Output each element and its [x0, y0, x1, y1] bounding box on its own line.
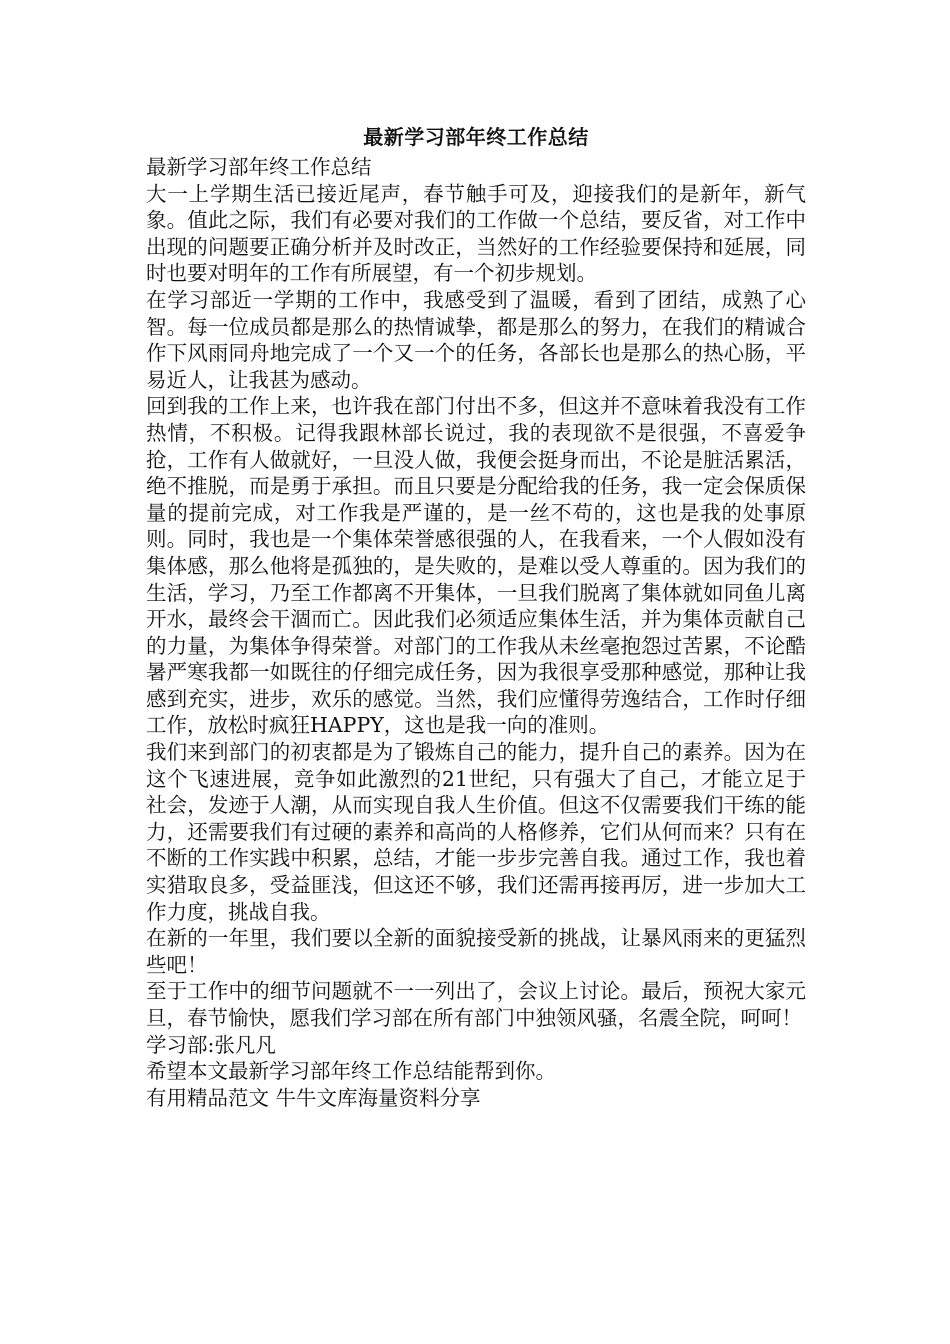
document-body — [146, 154, 806, 1111]
closing-note: 希望本文最新学习部年终工作总结能帮到你。 — [146, 1059, 556, 1084]
paragraph-6: 至于工作中的细节问题就不一一列出了，会议上讨论。最后，预祝大家元旦，春节愉快，愿我们学习部在所有部门中独领风骚，名震全院，呵呵！ — [146, 979, 806, 1030]
document-subtitle: 最新学习部年终工作总结 — [146, 155, 372, 179]
document-title: 最新学习部年终工作总结 — [363, 125, 589, 149]
paragraph-4: 我们来到部门的初衷都是为了锻炼自己的能力，提升自己的素养。因为在这个飞速进展，竞争如此激烈的21世纪，只有强大了自己，才能立足于社会，发迹于人潮，从而实现自我人生价值。但这不仅需要我们干练的能力，还需要我们有过硬的素养和高尚的人格修养，它们从何而来？只有在不断的工作实践中积累，总结，才能一步步完善自我。通过工作，我也着实猎取良多，受益匪浅，但这还不够，我们还需再接再厉，进一步加大工作力度，挑战自我。 — [146, 740, 806, 924]
paragraph-5: 在新的一年里，我们要以全新的面貌接受新的挑战，让暴风雨来的更猛烈些吧！ — [146, 926, 806, 977]
paragraph-1: 大一上学期生活已接近尾声，春节触手可及，迎接我们的是新年，新气象。值此之际，我们有必要对我们的工作做一个总结，要反省，对工作中出现的问题要正确分析并及时改正，当然好的工作经验要保持和延展，同时也要对明年的工作有所展望，有一个初步规划。 — [146, 181, 806, 286]
footer-note: 有用精品范文 牛牛文库海量资料分享 — [146, 1085, 481, 1110]
paragraph-2: 在学习部近一学期的工作中，我感受到了温暖，看到了团结，成熟了心智。每一位成员都是那么的热情诚挚，都是那么的努力，在我们的精诚合作下风雨同舟地完成了一个又一个的任务，各部长也是那么的热心肠，平易近人，让我甚为感动。 — [146, 287, 806, 392]
paragraph-3: 回到我的工作上来，也许我在部门付出不多，但这并不意味着我没有工作热情，不积极。记得我跟林部长说过，我的表现欲不是很强，不喜爱争抢，工作有人做就好，一旦没人做，我便会挺身而出，不论是脏活累活，绝不推脱，而是勇于承担。而且只要是分配给我的任务，我一定会保质保量的提前完成，对工作我是严谨的，是一丝不苟的，这也是我的处事原则。同时，我也是一个集体荣誉感很强的人，在我看来，一个人假如没有集体感，那么他将是孤独的，是失败的，是难以受人尊重的。因为我们的生活，学习，乃至工作都离不开集体，一旦我们脱离了集体就如同鱼儿离开水，最终会干涸而亡。因此我们必须适应集体生活，并为集体贡献自己的力量，为集体争得荣誉。对部门的工作我从未丝毫抱怨过苦累，不论酷暑严寒我都一如既往的仔细完成任务，因为我很享受那种感觉，那种让我感到充实，进步，欢乐的感觉。当然，我们应懂得劳逸结合，工作时仔细工作，放松时疯狂HAPPY，这也是我一向的准则。 — [146, 394, 806, 738]
document-content — [146, 122, 806, 1111]
signature: 学习部:张凡凡 — [146, 1032, 276, 1057]
